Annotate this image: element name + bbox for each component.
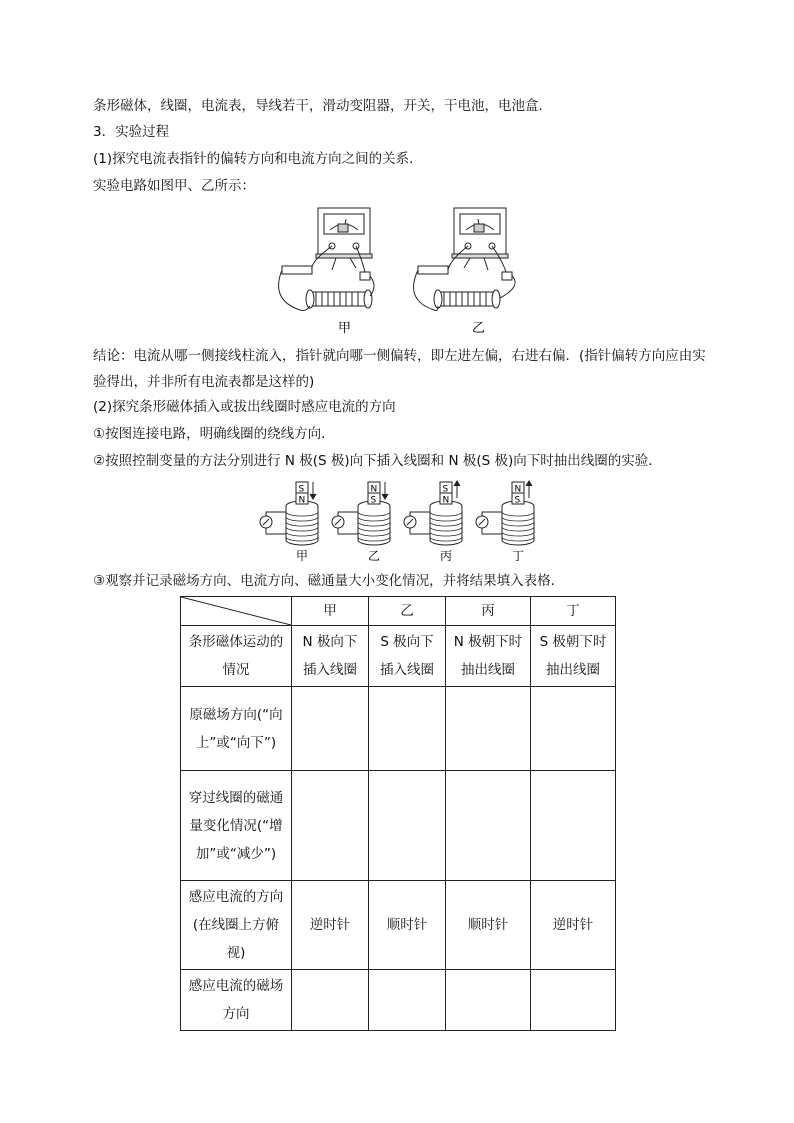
row-label: 穿过线圈的磁通量变化情况(“增加”或“减少”): [188, 789, 284, 862]
magnet-pole-label: S: [514, 495, 521, 506]
magnet-pole-label: S: [370, 495, 377, 506]
table-cell: [446, 970, 531, 1031]
row-label: 感应电流的磁场方向: [188, 978, 284, 1022]
circuit-intro-text: 实验电路如图甲、乙所示：: [93, 178, 255, 194]
step2-text: ②按照控制变量的方法分别进行 N 极(S 极)向下插入线圈和 N 极(S 极)向下时抽出线圈的实验．: [93, 453, 662, 469]
coil-setup: [332, 482, 390, 563]
coil-setup: [404, 481, 462, 563]
table-cell: N 极朝下时抽出线圈: [453, 634, 523, 678]
figure2-label: 乙: [368, 549, 381, 563]
magnet-pole-label: N: [442, 495, 450, 506]
figure2-label: 丙: [440, 549, 453, 563]
part2-text: (2)探究条形磁体插入或拔出线圈时感应电流的方向: [93, 399, 396, 415]
coil-setup: [260, 482, 318, 563]
table-cell: [531, 687, 616, 771]
results-table: [180, 596, 616, 1031]
row-label: 原磁场方向(“向上”或“向下”): [189, 706, 283, 751]
table-cell: N 极向下插入线圈: [302, 634, 358, 678]
table-cell: 逆时针: [531, 881, 616, 970]
table-header: 甲: [292, 597, 369, 626]
circuit-figure: [270, 200, 530, 340]
part1-text: (1)探究电流表指针的偏转方向和电流方向之间的关系．: [93, 151, 423, 167]
table-cell: [292, 687, 369, 771]
table-corner-cell: [181, 597, 292, 626]
magnet-pole-label: N: [370, 484, 378, 495]
magnet-pole-label: S: [298, 484, 305, 495]
table-header: 乙: [369, 597, 446, 626]
table-row: [181, 687, 616, 771]
table-cell: [369, 687, 446, 771]
figure2-label: 丁: [512, 549, 525, 563]
table-header: 丙: [446, 597, 531, 626]
figure1-label-b: 乙: [472, 321, 486, 336]
magnet-pole-label: S: [442, 484, 449, 495]
conclusion-text: 结论：电流从哪一侧接线柱流入，指针就向哪一侧偏转，即左进左偏，右进右偏．(指针偏转方向应由实验得出，并非所有电流表都是这样的): [93, 348, 706, 390]
table-cell: [446, 771, 531, 881]
table-cell: 顺时针: [446, 881, 531, 970]
table-cell: [531, 970, 616, 1031]
figure1-label-a: 甲: [338, 321, 352, 336]
table-cell: [292, 970, 369, 1031]
galvanometer-left: [316, 208, 372, 258]
step3-text: ③观察并记录磁场方向、电流方向、磁通量大小变化情况，并将结果填入表格．: [93, 573, 565, 589]
table-row: [181, 881, 616, 970]
materials-text: 条形磁体，线圈，电流表，导线若干，滑动变阻器，开关，干电池，电池盒．: [93, 98, 552, 114]
step1-text: ①按图连接电路，明确线圈的绕线方向．: [93, 426, 335, 442]
table-row: [181, 626, 616, 687]
row-label: 条形磁体运动的情况: [188, 634, 284, 678]
magnet-pole-label: N: [298, 495, 306, 506]
table-row: [181, 970, 616, 1031]
table-cell: S 极向下插入线圈: [380, 634, 434, 678]
figure2-label: 甲: [296, 549, 309, 563]
table-cell: S 极朝下时抽出线圈: [539, 634, 607, 678]
magnet-pole-label: N: [514, 484, 522, 495]
table-header: 丁: [531, 597, 616, 626]
section-heading: 3．实验过程: [93, 124, 170, 140]
coil-figure: [258, 476, 548, 566]
table-cell: [446, 687, 531, 771]
row-label: 感应电流的方向(在线圈上方俯视): [188, 889, 284, 961]
table-cell: [369, 970, 446, 1031]
table-cell: [292, 771, 369, 881]
coil-setup: [476, 481, 534, 563]
table-cell: [369, 771, 446, 881]
table-cell: 顺时针: [369, 881, 446, 970]
galvanometer-right: [452, 208, 508, 258]
table-cell: 逆时针: [292, 881, 369, 970]
table-row: [181, 771, 616, 881]
table-cell: [531, 771, 616, 881]
